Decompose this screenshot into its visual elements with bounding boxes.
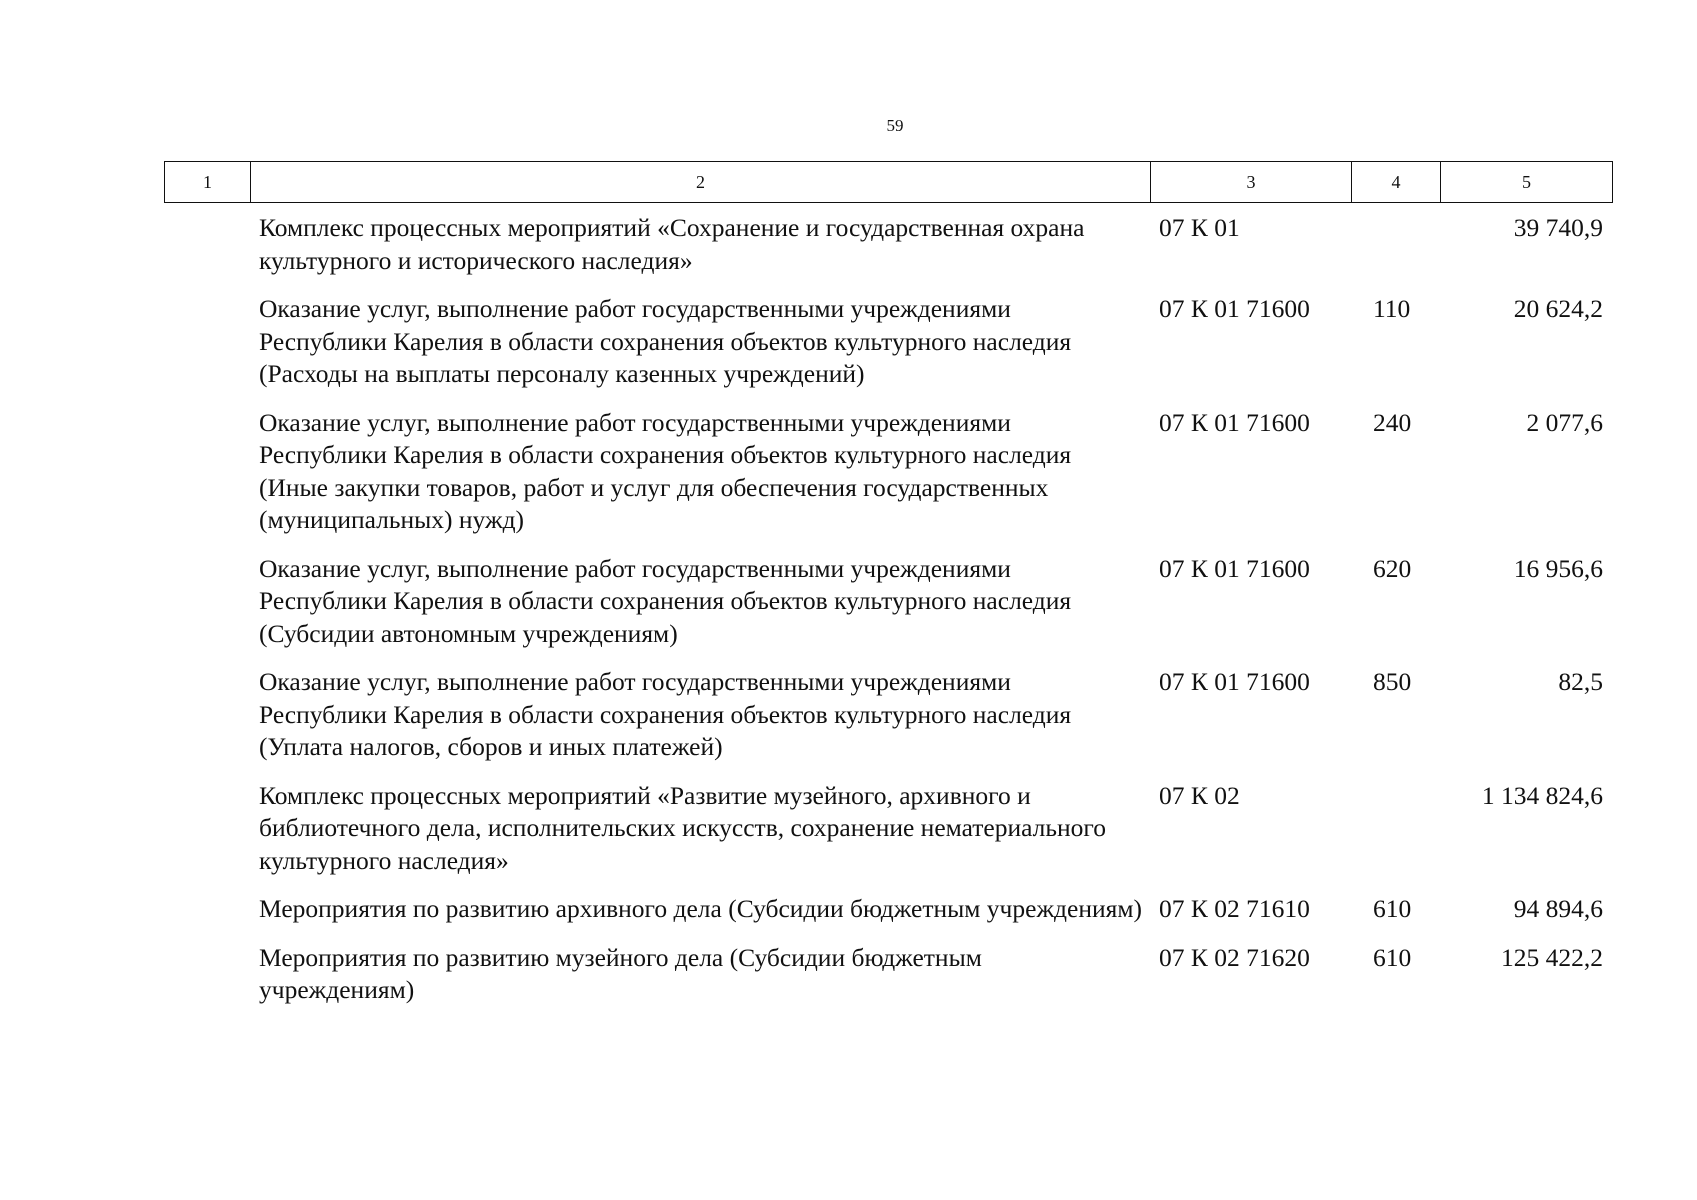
row-expense-type: 110 [1373,294,1411,323]
row-description: Оказание услуг, выполнение работ государственными учреждениями Республики Карелия в области сохранения объектов культурного наследия (Расходы на выплаты персоналу казенных учреждений) [259,294,1072,388]
header-cell-3: 3 [1151,162,1352,203]
header-cell-4: 4 [1352,162,1441,203]
column-number-header [164,161,1613,203]
row-description: Оказание услуг, выполнение работ государственными учреждениями Республики Карелия в области сохранения объектов культурного наследия (Иные закупки товаров, работ и услуг для обеспечения государственных (муниципальных) нужд) [259,407,1072,534]
table-row [164,553,1612,667]
table-row [164,942,1612,1023]
header-cell-5: 5 [1441,162,1613,203]
row-expense-type: 610 [1373,894,1412,923]
row-amount: 2 077,6 [1526,407,1603,437]
row-expense-type [1351,780,1440,894]
row-expense-type [1351,212,1440,293]
table-row [164,293,1612,407]
row-amount: 20 624,2 [1513,294,1603,323]
row-description: Мероприятия по развитию архивного дела (Субсидии бюджетным учреждениям) [259,894,1142,923]
row-description: Оказание услуг, выполнение работ государственными учреждениями Республики Карелия в области сохранения объектов культурного наследия (Субсидии автономным учреждениям) [259,553,1072,648]
row-target-code: 07 К 01 71600 [1159,294,1310,323]
row-amount: 82,5 [1558,667,1603,696]
row-target-code: 07 К 01 71600 [1159,407,1310,437]
row-expense-type: 620 [1373,553,1412,583]
row-amount: 94 894,6 [1513,894,1603,923]
row-description: Комплекс процессных мероприятий «Сохранение и государственная охрана культурного и исторического наследия» [259,213,1085,275]
table-row [164,893,1612,942]
row-target-code: 07 К 02 71620 [1159,942,1310,972]
row-target-code: 07 К 01 71600 [1159,553,1310,583]
row-amount: 1 134 824,6 [1481,780,1603,810]
row-amount: 16 956,6 [1513,553,1603,583]
table-row [164,666,1612,780]
budget-table [164,212,1612,1023]
table-row [164,212,1612,293]
header-cell-1: 1 [165,162,251,203]
row-amount: 39 740,9 [1513,213,1603,242]
page-number: 59 [886,116,904,135]
row-expense-type: 850 [1373,667,1412,696]
row-description: Оказание услуг, выполнение работ государственными учреждениями Республики Карелия в области сохранения объектов культурного наследия (Уплата налогов, сборов и иных платежей) [259,667,1072,761]
row-description: Комплекс процессных мероприятий «Развитие музейного, архивного и библиотечного дела, исполнительских искусств, сохранение нематериального культурного наследия» [259,780,1106,875]
header-row [165,162,1613,203]
row-target-code: 07 К 02 [1159,780,1240,810]
table-row [164,407,1612,553]
row-description: Мероприятия по развитию музейного дела (Субсидии бюджетным учреждениям) [259,942,982,1004]
row-amount: 125 422,2 [1501,942,1603,972]
row-target-code: 07 К 01 71600 [1159,667,1310,696]
header-cell-2: 2 [251,162,1151,203]
row-expense-type: 610 [1373,942,1412,972]
row-expense-type: 240 [1373,407,1412,437]
table-row [164,780,1612,894]
row-target-code: 07 К 01 [1159,213,1240,242]
row-target-code: 07 К 02 71610 [1159,894,1310,923]
